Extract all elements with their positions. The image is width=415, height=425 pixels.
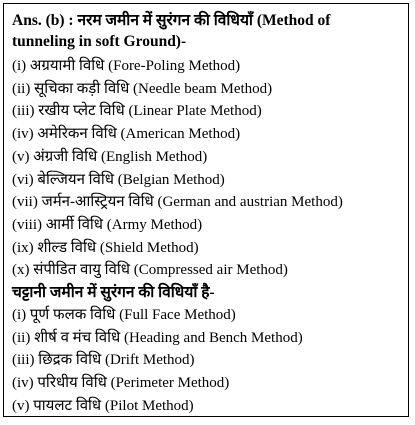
rock-method-item: (ii) शीर्ष व मंच विधि (Heading and Bench Method) — [12, 329, 303, 346]
answer-box — [3, 3, 409, 417]
rock-method-item: (iii) छिद्रक विधि (Drift Method) — [12, 352, 195, 369]
soft-ground-method-item: (v) अंग्रजी विधि (English Method) — [12, 148, 208, 165]
answer-heading-line-1: Ans. (b) : नरम जमीन में सुरंगन की विधियाँ (Method of — [12, 12, 331, 29]
soft-ground-method-list — [12, 55, 400, 282]
soft-ground-method-item: (iv) अमेरिकन विधि (American Method) — [12, 126, 241, 143]
soft-ground-method-item: (i) अग्रयामी विधि (Fore-Poling Method) — [12, 58, 241, 74]
rock-section-heading: चट्टानी जमीन में सुरंगन की विधियाँ है- — [12, 284, 215, 302]
rock-method-item: (i) पूर्ण फलक विधि (Full Face Method) — [12, 307, 236, 324]
rock-method-item: (v) पायलट विधि (Pilot Method) — [12, 397, 194, 414]
soft-ground-method-item: (ii) सूचिका कड़ी विधि (Needle beam Method) — [12, 80, 273, 97]
rock-method-item: (iv) परिधीय विधि (Perimeter Method) — [12, 375, 230, 392]
rock-method-list — [12, 304, 400, 418]
soft-ground-method-item: (ix) शील्ड विधि (Shield Method) — [12, 239, 199, 256]
soft-ground-method-item: (viii) आर्मी विधि (Army Method) — [12, 216, 203, 233]
answer-heading — [12, 10, 400, 52]
answer-heading-line-2: tunneling in soft Ground)- — [12, 33, 187, 50]
soft-ground-method-item: (iii) रखीय प्लेट विधि (Linear Plate Method) — [12, 103, 262, 120]
soft-ground-method-item: (vi) बेल्जियन विधि (Belgian Method) — [12, 171, 225, 188]
soft-ground-method-item: (vii) जर्मन-आस्ट्रियन विधि (German and austrian Method) — [12, 194, 343, 211]
soft-ground-method-item: (x) संपीडित वायु विधि (Compressed air Method) — [12, 262, 288, 279]
